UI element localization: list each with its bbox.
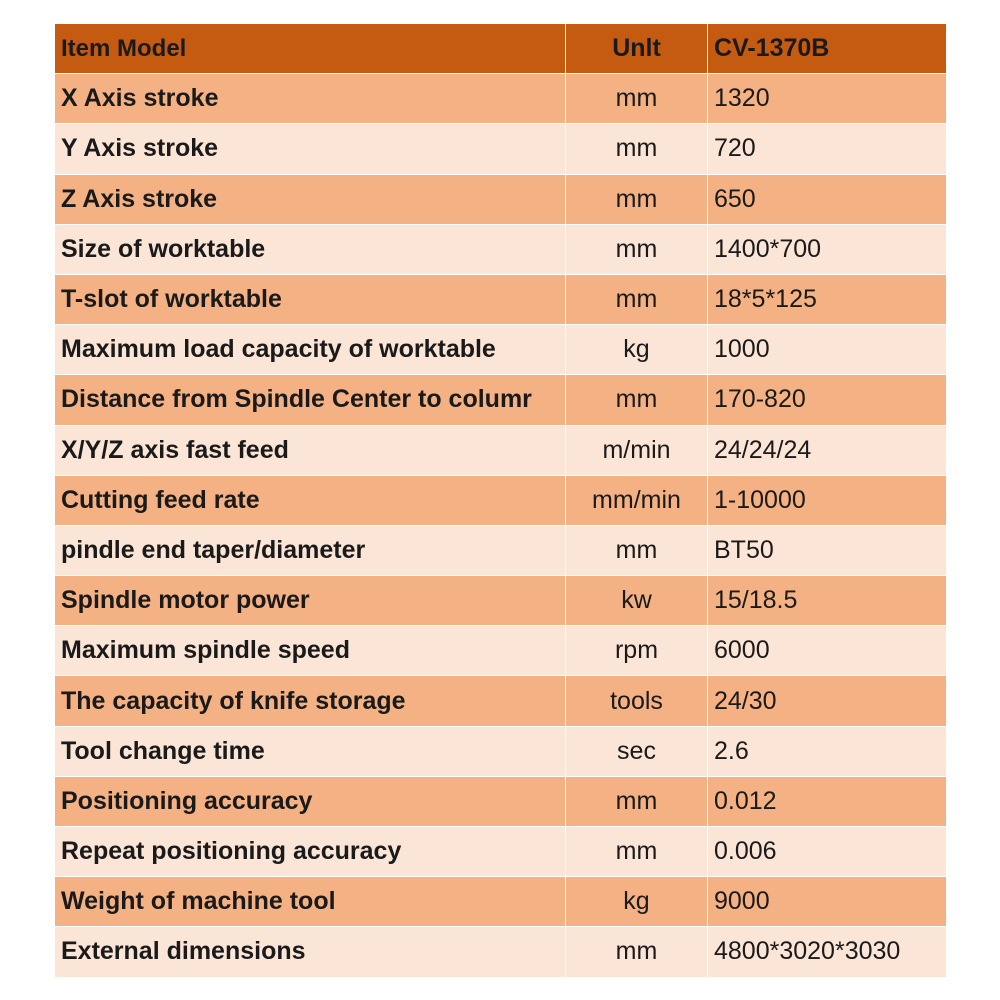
table-row: [55, 174, 947, 224]
spec-unit: mm: [566, 124, 708, 174]
spec-item-name: pindle end taper/diameter: [55, 525, 566, 575]
spec-value: 0.012: [708, 776, 947, 826]
table-row: [55, 726, 947, 776]
spec-value: BT50: [708, 525, 947, 575]
header-item-model: Item Model: [55, 24, 566, 74]
spec-item-name: Maximum spindle speed: [55, 626, 566, 676]
spec-unit: m/min: [566, 425, 708, 475]
table-row: [55, 325, 947, 375]
spec-unit: mm: [566, 525, 708, 575]
spec-value: 0.006: [708, 827, 947, 877]
spec-item-name: Repeat positioning accuracy: [55, 827, 566, 877]
spec-unit: tools: [566, 676, 708, 726]
spec-item-name: Size of worktable: [55, 224, 566, 274]
spec-unit: sec: [566, 726, 708, 776]
table-row: [55, 776, 947, 826]
table-row: [55, 576, 947, 626]
spec-value: 1400*700: [708, 224, 947, 274]
spec-unit: mm: [566, 274, 708, 324]
spec-unit: mm: [566, 74, 708, 124]
spec-item-name: Tool change time: [55, 726, 566, 776]
spec-value: 15/18.5: [708, 576, 947, 626]
spec-item-name: Y Axis stroke: [55, 124, 566, 174]
table-row: [55, 274, 947, 324]
table-row: [55, 224, 947, 274]
spec-item-name: External dimensions: [55, 927, 566, 977]
spec-item-name: The capacity of knife storage: [55, 676, 566, 726]
table-row: [55, 827, 947, 877]
spec-item-name: X Axis stroke: [55, 74, 566, 124]
table-row: [55, 927, 947, 977]
spec-unit: mm: [566, 375, 708, 425]
spec-value: 1000: [708, 325, 947, 375]
spec-value: 24/30: [708, 676, 947, 726]
spec-unit: mm: [566, 224, 708, 274]
spec-unit: kg: [566, 877, 708, 927]
spec-value: 170-820: [708, 375, 947, 425]
spec-item-name: T-slot of worktable: [55, 274, 566, 324]
spec-item-name: X/Y/Z axis fast feed: [55, 425, 566, 475]
spec-value: 1320: [708, 74, 947, 124]
spec-unit: kg: [566, 325, 708, 375]
spec-unit: mm: [566, 174, 708, 224]
spec-unit: mm: [566, 927, 708, 977]
spec-item-name: Z Axis stroke: [55, 174, 566, 224]
table-row: [55, 877, 947, 927]
spec-item-name: Positioning accuracy: [55, 776, 566, 826]
spec-value: 4800*3020*3030: [708, 927, 947, 977]
spec-value: 6000: [708, 626, 947, 676]
spec-value: 720: [708, 124, 947, 174]
table-row: [55, 626, 947, 676]
spec-unit: mm: [566, 776, 708, 826]
table-row: [55, 375, 947, 425]
spec-value: 1-10000: [708, 475, 947, 525]
header-model-name: CV-1370B: [708, 24, 947, 74]
spec-value: 24/24/24: [708, 425, 947, 475]
spec-item-name: Weight of machine tool: [55, 877, 566, 927]
spec-item-name: Spindle motor power: [55, 576, 566, 626]
spec-table: [54, 23, 947, 978]
spec-body: [55, 74, 947, 977]
spec-unit: mm/min: [566, 475, 708, 525]
spec-unit: kw: [566, 576, 708, 626]
table-row: [55, 676, 947, 726]
spec-item-name: Cutting feed rate: [55, 475, 566, 525]
spec-unit: mm: [566, 827, 708, 877]
table-row: [55, 475, 947, 525]
table-row: [55, 425, 947, 475]
header-row: [55, 24, 947, 74]
table-row: [55, 525, 947, 575]
table-row: [55, 124, 947, 174]
spec-value: 2.6: [708, 726, 947, 776]
header-unit: Unlt: [566, 24, 708, 74]
spec-value: 650: [708, 174, 947, 224]
spec-item-name: Maximum load capacity of worktable: [55, 325, 566, 375]
table-row: [55, 74, 947, 124]
spec-value: 9000: [708, 877, 947, 927]
spec-unit: rpm: [566, 626, 708, 676]
spec-value: 18*5*125: [708, 274, 947, 324]
spec-item-name: Distance from Spindle Center to columr: [55, 375, 566, 425]
